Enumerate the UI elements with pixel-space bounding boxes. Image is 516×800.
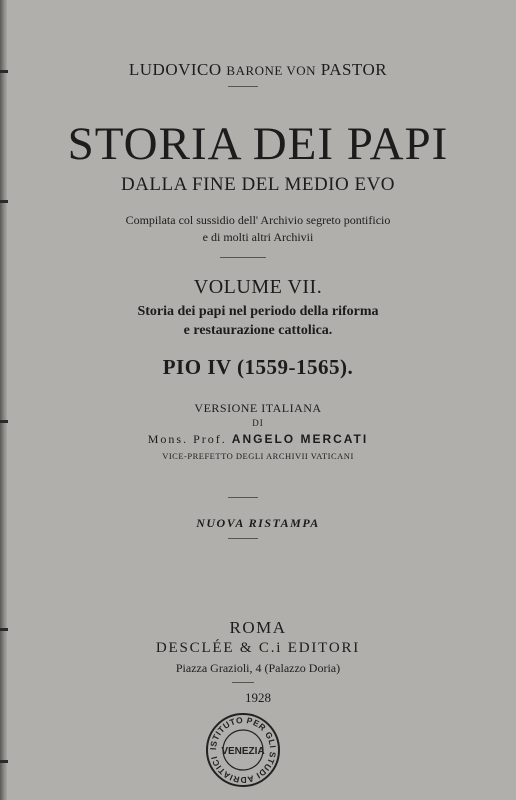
volume-desc-line-1: Storia dei papi nel periodo della riforma: [137, 304, 379, 319]
author-middle: BARONE VON: [226, 63, 317, 78]
reprint-label: NUOVA RISTAMPA: [196, 516, 320, 530]
spine-mark: [0, 760, 8, 763]
publisher-city: ROMA: [229, 618, 287, 637]
divider: [220, 257, 266, 258]
publisher-name: DESCLÉE & C.i EDITORI: [155, 640, 361, 656]
divider: [232, 682, 254, 683]
version-label: VERSIONE ITALIANA: [194, 401, 322, 415]
library-stamp: [205, 712, 281, 788]
di-label: DI: [252, 418, 264, 428]
book-title: STORIA DEI PAPI: [67, 118, 449, 170]
translator-line: [0, 432, 516, 447]
translator-role: VICE-PREFETTO DEGLI ARCHIVII VATICANI: [162, 451, 354, 461]
compilation-note: [0, 212, 516, 246]
divider: [228, 538, 258, 539]
spine-mark: [0, 200, 8, 203]
compilation-line-2: e di molti altri Archivii: [202, 230, 314, 244]
translator-honorific: Mons. Prof.: [147, 432, 227, 446]
author-last: PASTOR: [320, 60, 388, 79]
volume-description: [0, 302, 516, 340]
pope-heading: PIO IV (1559-1565).: [162, 355, 354, 379]
book-subtitle: DALLA FINE DEL MEDIO EVO: [120, 174, 396, 195]
divider: [228, 497, 258, 498]
publication-year: 1928: [245, 690, 271, 705]
stamp-center-text: VENEZIA: [221, 746, 265, 757]
volume-label: VOLUME VII.: [193, 276, 323, 298]
translator-name: ANGELO MERCATI: [231, 432, 369, 446]
volume-desc-line-2: e restaurazione cattolica.: [183, 323, 333, 338]
author-first: LUDOVICO: [128, 60, 222, 79]
author-name: [0, 60, 516, 80]
compilation-line-1: Compilata col sussidio dell' Archivio segreto pontificio: [125, 213, 391, 227]
divider: [228, 86, 258, 87]
publisher-address: Piazza Grazioli, 4 (Palazzo Doria): [175, 661, 341, 675]
stamp-ring-text: ISTITUTO PER GLI STUDI ADRIATICI: [207, 714, 279, 786]
